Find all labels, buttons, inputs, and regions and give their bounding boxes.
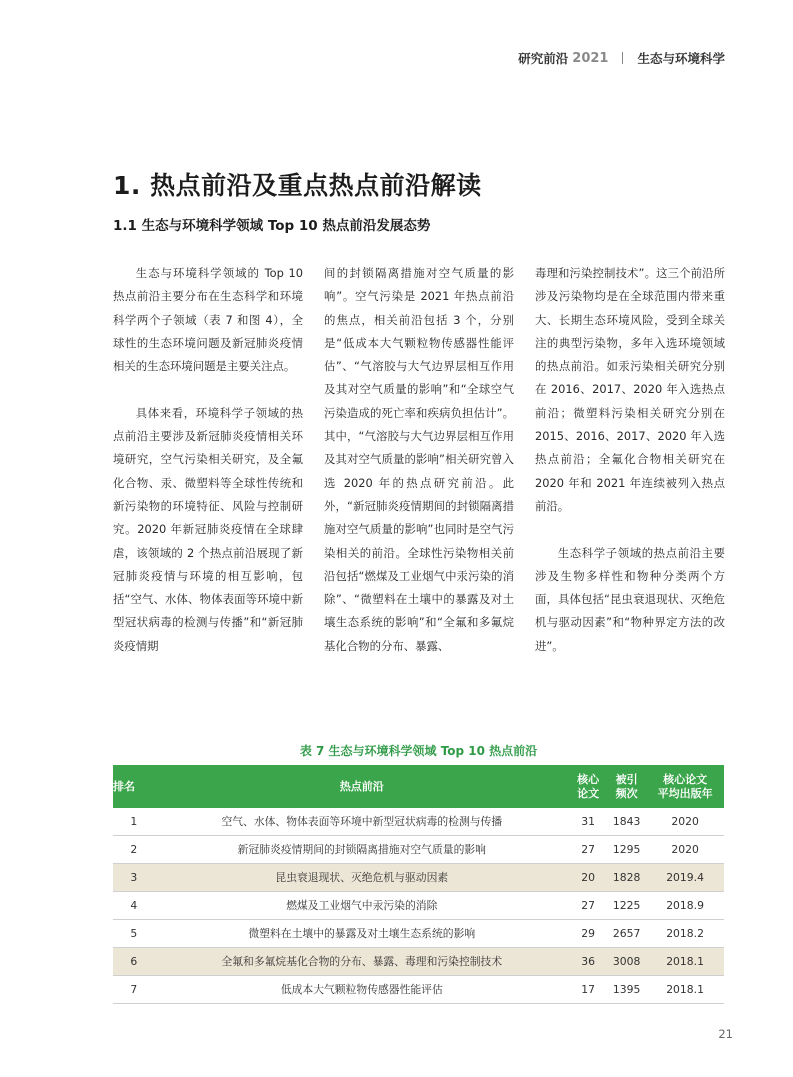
section-name: 生态与环境科学	[637, 51, 725, 66]
table-row	[113, 976, 724, 1004]
section-subtitle: 1.1 生态与环境科学领域 Top 10 热点前沿发展态势	[113, 218, 431, 234]
cell-rank: 2	[113, 836, 155, 864]
cell-rank: 5	[113, 920, 155, 948]
cell-topic: 空气、水体、物体表面等环境中新型冠状病毒的检测与传播	[155, 808, 570, 836]
paragraph: 生态与环境科学领域的 Top 10 热点前沿主要分布在生态科学和环境科学两个子领域（表 7 和图 4），全球性的生态环境问题及新冠肺炎疫情相关的生态环境问题是主要关注点。	[113, 266, 303, 374]
page-number: 21	[718, 1027, 733, 1041]
cell-cites: 1295	[607, 836, 646, 864]
cell-core: 29	[569, 920, 607, 948]
header-citations	[607, 765, 646, 808]
cell-core: 36	[569, 948, 607, 976]
cell-year: 2020	[646, 836, 724, 864]
text-column-2	[324, 262, 514, 658]
cell-rank: 3	[113, 864, 155, 892]
table-row	[113, 920, 724, 948]
journal-year: 2021	[572, 50, 609, 66]
text-column-1	[113, 262, 303, 658]
paragraph: 毒理和污染控制技术”。这三个前沿所涉及污染物均是在全球范围内带来重大、长期生态环境风险，受到全球关注的典型污染物，多年入选环境领域的热点前沿。如汞污染相关研究分别在 2016、2017、2020 年入选热点前沿；微塑料污染相关研究分别在 2015、2016、2017、2020 年入选热点前沿；全氟化合物相关研究在 2020 年和 2021 年连续被列入热点前沿。	[535, 266, 725, 513]
cell-rank: 7	[113, 976, 155, 1004]
cell-cites: 1843	[607, 808, 646, 836]
header-year-line2: 平均出版年	[657, 786, 713, 800]
paragraph: 间的封锁隔离措施对空气质量的影响”。空气污染是 2021 年热点前沿的焦点，相关前沿包括 3 个，分别是“低成本大气颗粒物传感器性能评估”、“气溶胶与大气边界层相互作用及其对空气质量的影响”和“全球空气污染造成的死亡率和疾病负担估计”。其中，“气溶胶与大气边界层相互作用及其对空气质量的影响”相关研究曾入选 2020 年的热点研究前沿。此外，“新冠肺炎疫情期间的封锁隔离措施对空气质量的影响”也同时是空气污染相关的前沿。全球性污染物相关前沿包括“燃煤及工业烟气中汞污染的消除”、“微塑料在土壤中的暴露及对土壤生态系统的影响”和“全氟和多氟烷基化合物的分布、暴露、	[324, 266, 514, 653]
cell-rank: 6	[113, 948, 155, 976]
cell-cites: 1828	[607, 864, 646, 892]
table-header-row	[113, 765, 724, 808]
paragraph: 生态科学子领域的热点前沿主要涉及生物多样性和物种分类两个方面，具体包括“昆虫衰退现状、灭绝危机与驱动因素”和“物种界定方法的改进”。	[535, 545, 725, 653]
header-rank: 排名	[113, 765, 155, 808]
cell-topic: 新冠肺炎疫情期间的封锁隔离措施对空气质量的影响	[155, 836, 570, 864]
cell-topic: 昆虫衰退现状、灭绝危机与驱动因素	[155, 864, 570, 892]
cell-core: 31	[569, 808, 607, 836]
paragraph: 具体来看，环境科学子领域的热点前沿主要涉及新冠肺炎疫情相关环境研究，空气污染相关研究，及全氟化合物、汞、微塑料等全球性传统和新污染物的环境特征、风险与控制研究。2020 年新冠肺炎疫情在全球肆虐，该领域的 2 个热点前沿展现了新冠肺炎疫情与环境的相互影响，包括“空气、水体、物体表面等环境中新型冠状病毒的检测与传播”和“新冠肺炎疫情期	[113, 405, 303, 653]
table-row-highlighted	[113, 864, 724, 892]
hot-fronts-table	[113, 765, 724, 1004]
cell-year: 2018.9	[646, 892, 724, 920]
journal-name: 研究前沿	[518, 51, 569, 66]
cell-topic: 微塑料在土壤中的暴露及对土壤生态系统的影响	[155, 920, 570, 948]
cell-rank: 4	[113, 892, 155, 920]
header-topic: 热点前沿	[155, 765, 570, 808]
cell-cites: 1225	[607, 892, 646, 920]
cell-cites: 1395	[607, 976, 646, 1004]
header-cite-line1: 被引	[615, 772, 638, 786]
cell-cites: 3008	[607, 948, 646, 976]
cell-cites: 2657	[607, 920, 646, 948]
cell-core: 27	[569, 892, 607, 920]
cell-core: 20	[569, 864, 607, 892]
cell-year: 2020	[646, 808, 724, 836]
cell-topic: 燃煤及工业烟气中汞污染的消除	[155, 892, 570, 920]
cell-year: 2019.4	[646, 864, 724, 892]
cell-topic: 全氟和多氟烷基化合物的分布、暴露、毒理和污染控制技术	[155, 948, 570, 976]
table-row-highlighted	[113, 948, 724, 976]
header-mean-year	[646, 765, 724, 808]
header-core-line2: 论文	[577, 786, 600, 800]
text-column-3	[535, 262, 725, 658]
cell-core: 27	[569, 836, 607, 864]
header-core-papers	[569, 765, 607, 808]
cell-topic: 低成本大气颗粒物传感器性能评估	[155, 976, 570, 1004]
table-row	[113, 808, 724, 836]
running-header	[518, 50, 725, 66]
header-core-line1: 核心	[577, 772, 600, 786]
table-row	[113, 836, 724, 864]
header-divider	[622, 52, 623, 64]
header-cite-line2: 频次	[615, 786, 638, 800]
header-year-line1: 核心论文	[663, 772, 708, 786]
table-caption: 表 7 生态与环境科学领域 Top 10 热点前沿	[299, 744, 538, 758]
cell-rank: 1	[113, 808, 155, 836]
cell-core: 17	[569, 976, 607, 1004]
cell-year: 2018.2	[646, 920, 724, 948]
page-title: 1. 热点前沿及重点热点前沿解读	[113, 171, 482, 200]
cell-year: 2018.1	[646, 976, 724, 1004]
cell-year: 2018.1	[646, 948, 724, 976]
table-row	[113, 892, 724, 920]
